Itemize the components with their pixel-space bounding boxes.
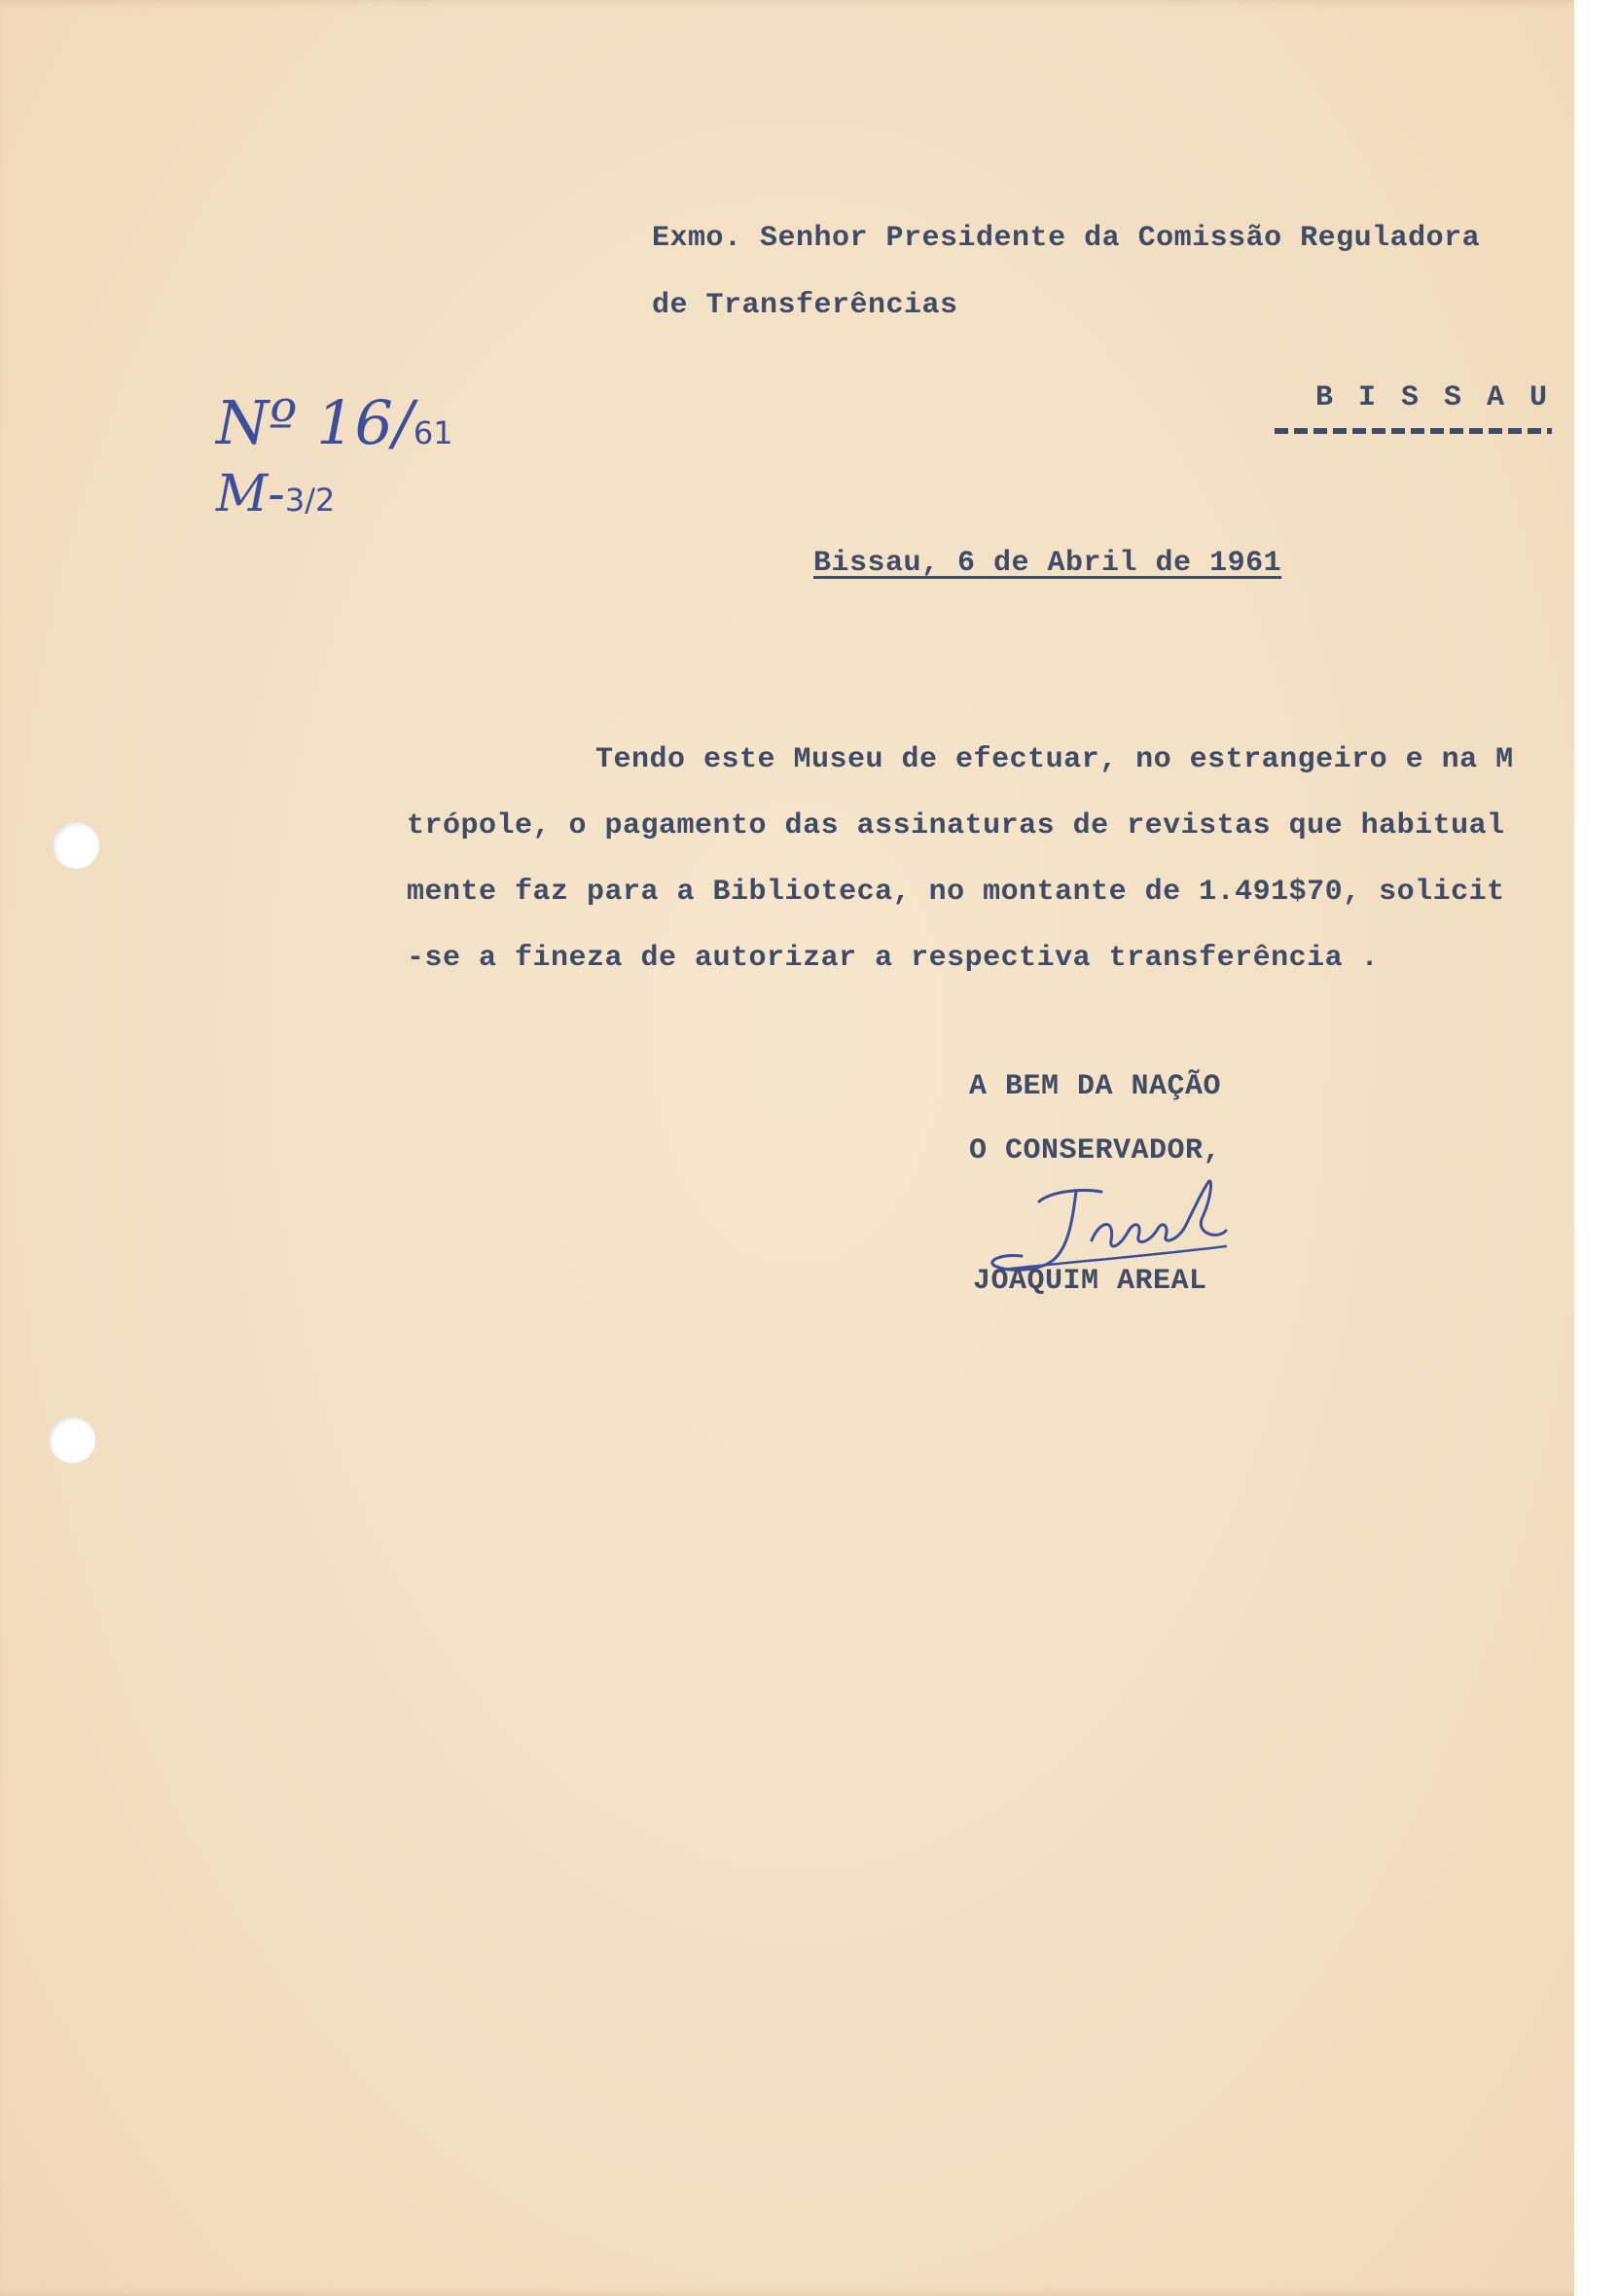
signatory-name: JOAQUIM AREAL bbox=[973, 1265, 1207, 1298]
punch-hole-bottom bbox=[49, 1417, 95, 1463]
reference-year: 61 bbox=[413, 414, 453, 451]
handwritten-reference-code bbox=[216, 465, 335, 523]
city-header: B I S S A U bbox=[1315, 381, 1552, 414]
page-edge bbox=[1574, 0, 1597, 2296]
body-line-3: mente faz para a Biblioteca, no montante de 1.491$70, solicit bbox=[407, 876, 1505, 909]
closing-title: O CONSERVADOR, bbox=[969, 1134, 1222, 1167]
body-line-4: -se a fineza de autorizar a respectiva transferência . bbox=[407, 942, 1380, 975]
punch-hole-top bbox=[53, 822, 99, 869]
body-line-2: trópole, o pagamento das assinaturas de revistas que habitual bbox=[407, 809, 1505, 843]
reference-code: 3/2 bbox=[284, 482, 336, 519]
body-line-1: Tendo este Museu de efectuar, no estrangeiro e na M bbox=[595, 743, 1514, 776]
date-line: Bissau, 6 de Abril de 1961 bbox=[813, 547, 1282, 580]
addressee-line-1: Exmo. Senhor Presidente da Comissão Reguladora bbox=[652, 222, 1481, 255]
reference-code-prefix: M- bbox=[216, 465, 285, 523]
addressee-line-2: de Transferências bbox=[652, 289, 958, 322]
closing-salutation: A BEM DA NAÇÃO bbox=[969, 1070, 1222, 1103]
handwritten-reference-number bbox=[216, 387, 453, 458]
city-header-dashes bbox=[1275, 428, 1552, 434]
reference-number: Nº 16/ bbox=[216, 387, 414, 458]
